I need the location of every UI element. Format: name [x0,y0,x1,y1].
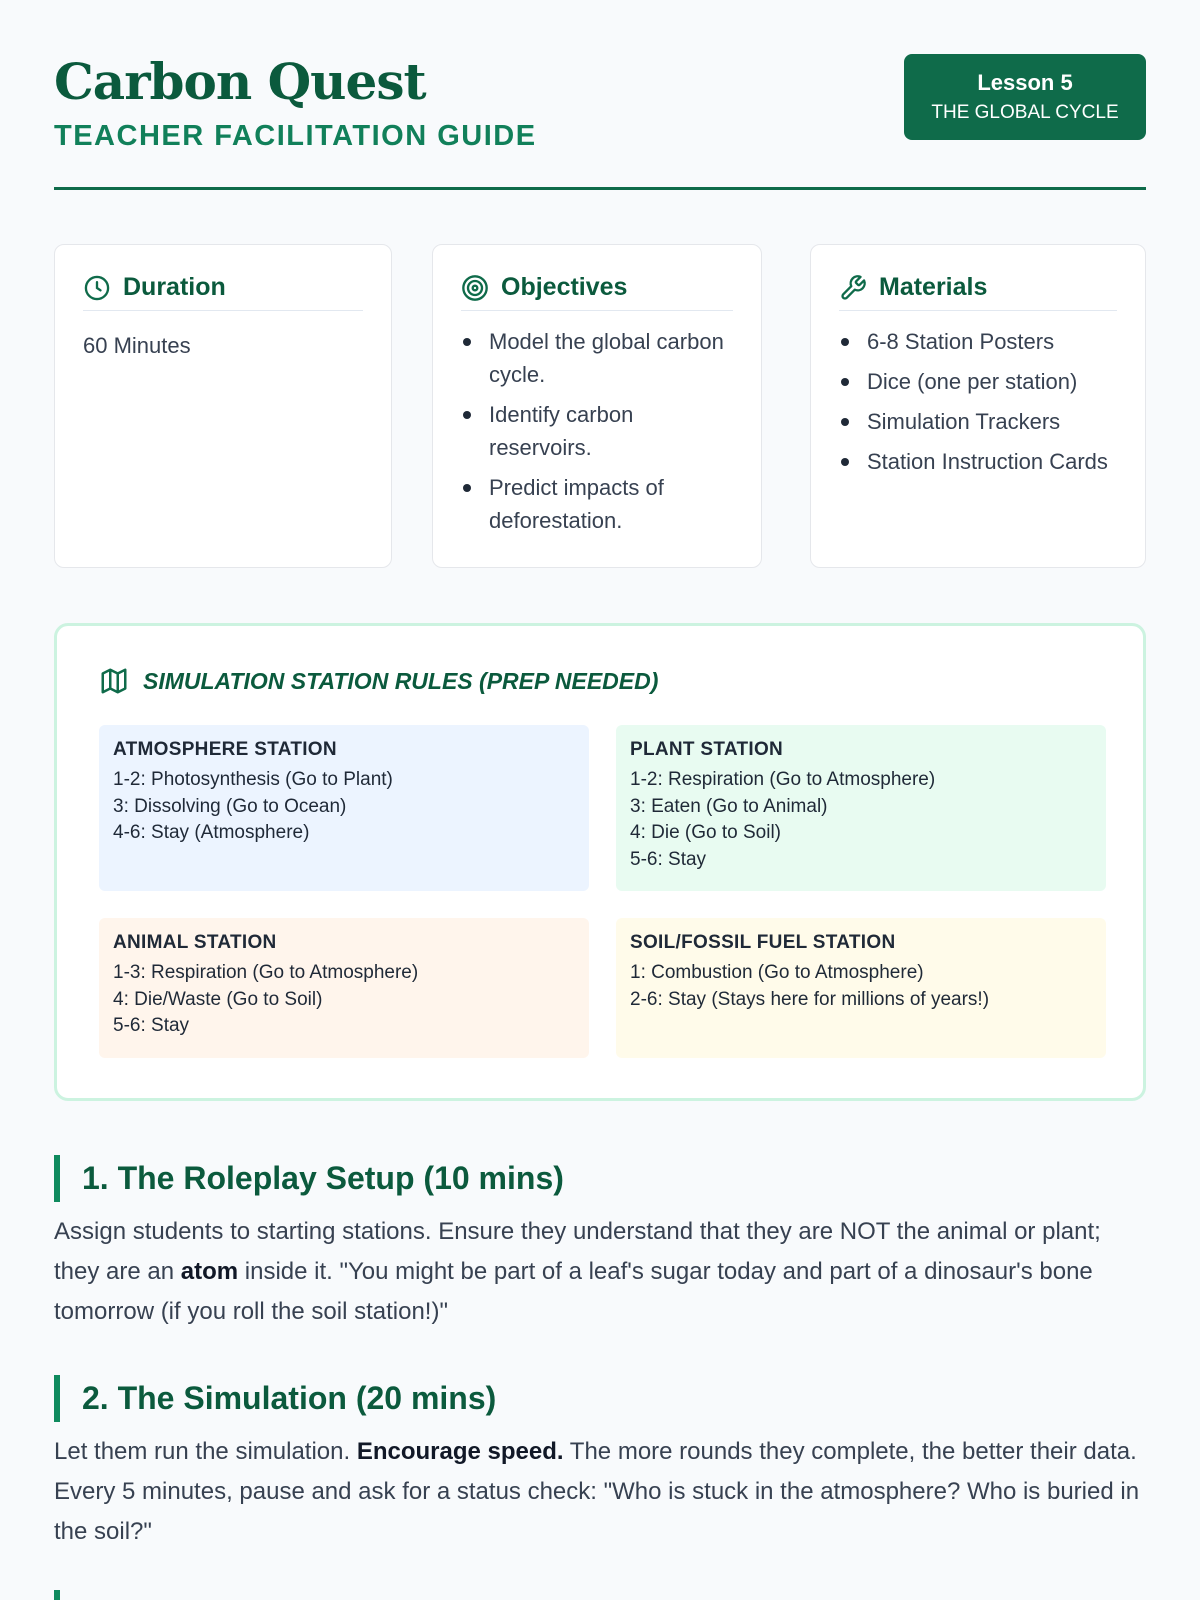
station-rules-title: SIMULATION STATION RULES (PREP NEEDED) [143,667,659,694]
material-item: 6-8 Station Posters [839,325,1117,358]
objective-item: Predict impacts of deforestation. [461,471,733,537]
station-rule: 1-3: Respiration (Go to Atmosphere) [113,962,419,983]
station-name: ANIMAL STATION [113,932,277,953]
duration-title: Duration [123,273,226,301]
duration-card-header [83,273,363,311]
objectives-list [461,325,733,537]
station-rule: 1-2: Photosynthesis (Go to Plant) [113,769,393,790]
duration-card [54,244,392,568]
material-item: Dice (one per station) [839,365,1117,398]
animal-station-card [99,918,589,1058]
page-subtitle: TEACHER FACILITATION GUIDE [54,120,537,152]
guide-page [54,0,1146,1545]
section-text-part: Let them run the simulation. [54,1438,357,1465]
station-rule: 3: Eaten (Go to Animal) [630,795,828,817]
materials-card [810,244,1146,568]
station-rules-panel [54,623,1146,1101]
objectives-card [432,244,762,568]
materials-list [839,325,1117,478]
section-text-part: Assign students to starting stations. Ensure they understand that they are NOT the animal or plant; they are an [54,1218,1101,1285]
info-cards [54,244,1146,568]
materials-card-header [839,273,1117,311]
section-simulation [54,1375,1146,1552]
station-name: ATMOSPHERE STATION [113,739,337,760]
station-rule: 4: Die (Go to Soil) [630,822,781,843]
page-header [54,0,1146,190]
section-roleplay-setup [54,1155,1146,1332]
station-rules-header [99,666,658,696]
map-icon [99,666,129,696]
materials-title: Materials [879,273,988,301]
atmosphere-station-card [99,725,589,891]
next-section-marker [54,1590,1146,1600]
station-name: SOIL/FOSSIL FUEL STATION [630,932,896,953]
duration-value: 60 Minutes [83,333,191,358]
station-rule: 2-6: Stay (Stays here for millions of years!) [630,988,990,1010]
section-text [54,1432,1146,1552]
section-text-bold: Encourage speed. [356,1438,564,1465]
plant-station-card [616,725,1106,891]
lesson-badge [904,54,1146,140]
lesson-name: THE GLOBAL CYCLE [931,102,1119,123]
section-text-part: inside it. "You might be part of a leaf's sugar today and part of a dinosaur's bone tomorrow (if you roll the soil station!)" [54,1258,1093,1325]
objectives-title: Objectives [501,273,628,301]
station-rule: 4: Die/Waste (Go to Soil) [113,988,323,1010]
objective-item: Model the global carbon cycle. [461,325,733,391]
target-icon [461,274,489,302]
station-rule: 5-6: Stay [113,1015,190,1036]
section-text-bold: atom [180,1258,239,1285]
clock-icon [83,274,111,302]
station-name: PLANT STATION [630,739,784,760]
station-rule: 4-6: Stay (Atmosphere) [113,822,310,843]
section-heading: 1. The Roleplay Setup (10 mins) [54,1155,1146,1202]
page-title: Carbon Quest [54,52,426,111]
station-rule: 3: Dissolving (Go to Ocean) [113,795,347,817]
objectives-card-header [461,273,733,311]
section-text-part: The more rounds they complete, the better their data. Every 5 minutes, pause and ask for a status check: "Who is stuck in the atmosphere? Who is buried in the soil?" [54,1438,1140,1545]
station-rule: 5-6: Stay [630,848,707,870]
section-heading: 2. The Simulation (20 mins) [54,1375,1146,1422]
soil-fossil-fuel-station-card [616,918,1106,1058]
section-text [54,1212,1146,1332]
lesson-number: Lesson 5 [977,70,1073,95]
station-rule: 1-2: Respiration (Go to Atmosphere) [630,769,936,790]
material-item: Simulation Trackers [839,405,1117,438]
wrench-icon [839,274,867,302]
material-item: Station Instruction Cards [839,445,1117,478]
section-heading-cutoff [54,1590,1146,1600]
station-rule: 1: Combustion (Go to Atmosphere) [630,962,924,983]
objective-item: Identify carbon reservoirs. [461,398,733,464]
